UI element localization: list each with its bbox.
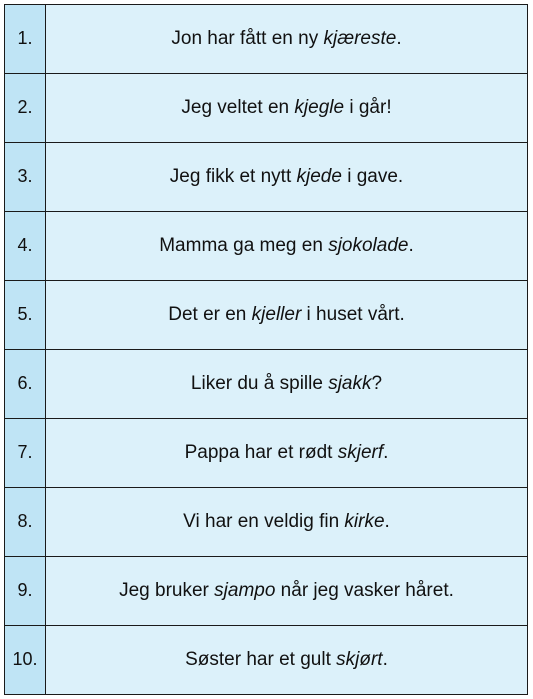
sentence-text-before: Pappa har et rødt	[184, 442, 338, 463]
sentence-text-before: Jon har fått en ny	[171, 28, 324, 49]
sentence-text-before: Jeg bruker	[119, 580, 215, 601]
sentence-text-after: .	[383, 442, 389, 463]
sentence-text-after: .	[382, 649, 388, 670]
sentence-text-before: Jeg veltet en	[181, 97, 295, 118]
exercise-sheet	[4, 4, 528, 695]
sentence-text-before: Det er en	[168, 304, 252, 325]
target-word: sjakk	[328, 373, 372, 394]
table-row	[5, 419, 528, 488]
table-row	[5, 143, 528, 212]
row-number: 3.	[17, 166, 33, 186]
target-word: kjegle	[294, 97, 345, 118]
sentence-text-before: Vi har en veldig fin	[183, 511, 345, 532]
table-row	[5, 488, 528, 557]
row-number: 1.	[17, 28, 33, 48]
sentence-text-after: .	[396, 28, 402, 49]
sentence-cell	[46, 74, 528, 143]
row-number: 2.	[17, 97, 33, 117]
row-number-cell	[5, 281, 46, 350]
sentence-cell	[46, 350, 528, 419]
row-number: 8.	[17, 511, 33, 531]
sentence-cell	[46, 488, 528, 557]
table-row	[5, 350, 528, 419]
row-number: 7.	[17, 442, 33, 462]
table-row	[5, 5, 528, 74]
table-row	[5, 557, 528, 626]
sentence-cell	[46, 419, 528, 488]
row-number-cell	[5, 626, 46, 695]
sentence-cell	[46, 626, 528, 695]
sentence-cell	[46, 557, 528, 626]
target-word: sjampo	[214, 580, 276, 601]
target-word: kjeller	[251, 304, 302, 325]
sentence-text-after: i gave.	[341, 166, 404, 187]
sentence-text-before: Liker du å spille	[190, 373, 329, 394]
sentence-cell	[46, 5, 528, 74]
row-number-cell	[5, 419, 46, 488]
sentence-text-after: .	[408, 235, 414, 256]
row-number-cell	[5, 143, 46, 212]
target-word: kirke	[344, 511, 385, 532]
row-number-cell	[5, 488, 46, 557]
row-number: 5.	[17, 304, 33, 324]
table-row	[5, 74, 528, 143]
sentence-table	[4, 4, 528, 695]
sentence-cell	[46, 212, 528, 281]
row-number: 6.	[17, 373, 33, 393]
sentence-text-before: Jeg fikk et nytt	[169, 166, 297, 187]
sentence-cell	[46, 143, 528, 212]
row-number: 4.	[17, 235, 33, 255]
row-number-cell	[5, 557, 46, 626]
row-number-cell	[5, 212, 46, 281]
sentence-text-before: Mamma ga meg en	[159, 235, 329, 256]
target-word: kjæreste	[323, 28, 397, 49]
table-row	[5, 281, 528, 350]
row-number-cell	[5, 74, 46, 143]
row-number-cell	[5, 350, 46, 419]
row-number: 9.	[17, 580, 33, 600]
sentence-text-after: ?	[371, 373, 383, 394]
sentence-text-after: .	[384, 511, 390, 532]
sentence-text-after: i går!	[344, 97, 392, 118]
sentence-text-after: når jeg vasker håret.	[275, 580, 454, 601]
target-word: skjerf	[337, 442, 384, 463]
row-number-cell	[5, 5, 46, 74]
target-word: sjokolade	[328, 235, 409, 256]
target-word: skjørt	[336, 649, 383, 670]
target-word: kjede	[296, 166, 342, 187]
sentence-text-after: i huset vårt.	[301, 304, 405, 325]
row-number: 10.	[12, 649, 38, 669]
table-row	[5, 212, 528, 281]
sentence-text-before: Søster har et gult	[185, 649, 337, 670]
sentence-cell	[46, 281, 528, 350]
table-row	[5, 626, 528, 695]
